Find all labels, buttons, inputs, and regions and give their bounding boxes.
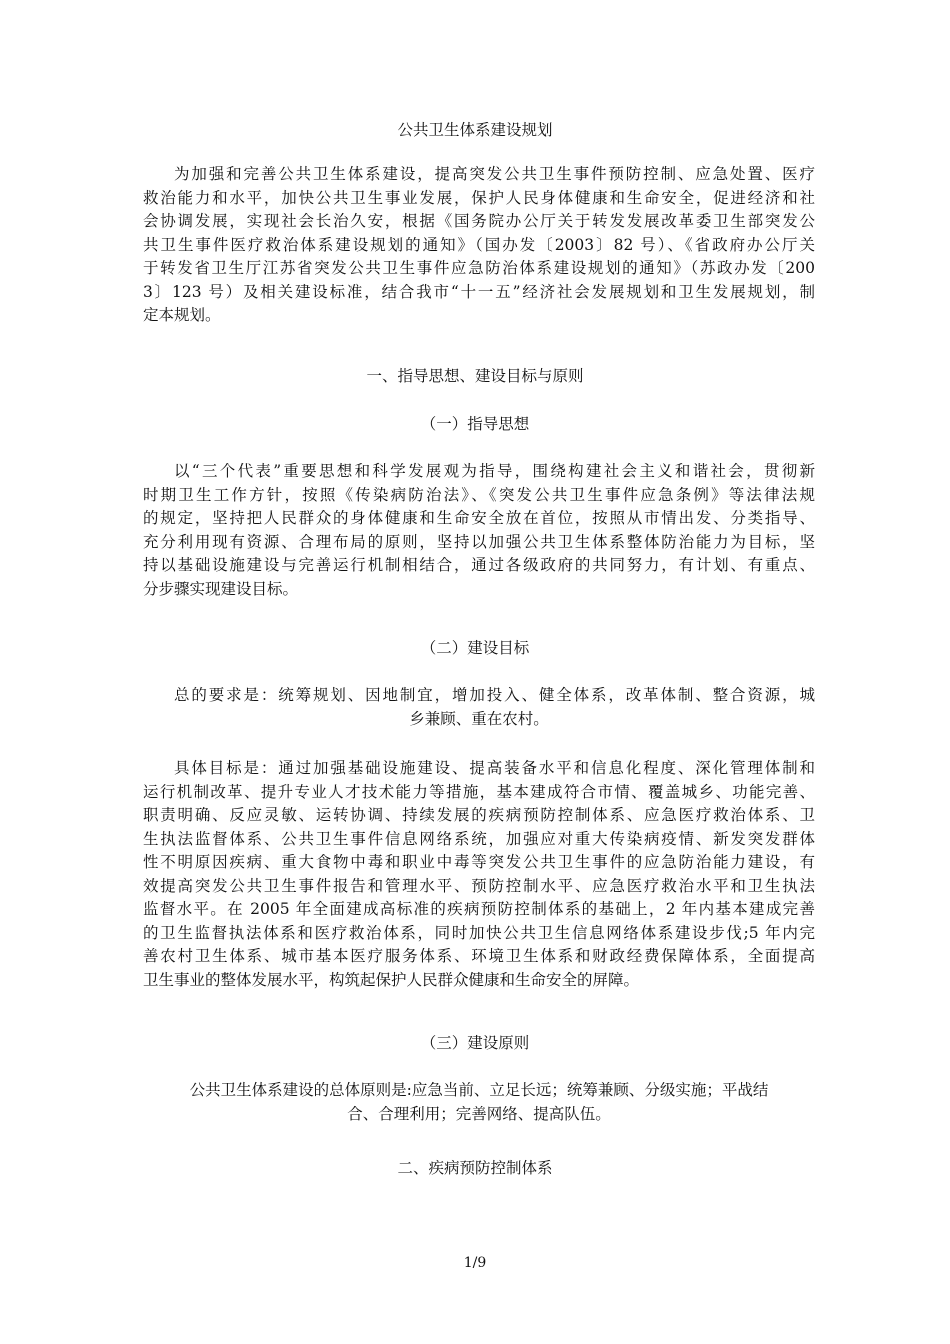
guiding-thought-paragraph [143,460,815,601]
paragraph-line: 的规定，坚持把人民群众的身体健康和生命安全放在首位，按照从市情出发、分类指导、 [143,509,815,527]
document-title: 公共卫生体系建设规划 [397,121,553,139]
paragraph-line: 生执法监督体系、公共卫生事件信息网络系统，加强应对重大传染病疫情、新发突发群体 [143,829,815,848]
paragraph-line: 公共卫生体系建设的总体原则是:应急当前、立足长远；统筹兼顾、分级实施；平战结 [189,1081,769,1099]
page-number: 1/9 [463,1255,487,1271]
paragraph-line: 乡兼顾、重在农村。 [409,709,549,728]
sub2-heading: （二）建设目标 [420,639,530,657]
intro-line: 定本规划。 [143,306,221,324]
specific-goal-paragraph [143,757,815,992]
intro-line: 3〕123 号）及相关建设标准，结合我市“十一五”经济社会发展规划和卫生发展规划，制 [143,282,815,301]
sub3-heading: （三）建设原则 [420,1034,530,1052]
paragraph-line: 以“三个代表”重要思想和科学发展观为指导，围绕构建社会主义和谐社会，贯彻新 [174,462,815,480]
paragraph-line: 善农村卫生体系、城市基本医疗服务体系、环境卫生体系和财政经费保障体系，全面提高 [143,947,815,965]
general-requirement-paragraph [143,684,815,731]
paragraph-line: 时期卫生工作方针，按照《传染病防治法》、《突发公共卫生事件应急条例》等法律法规 [143,485,815,504]
paragraph-line: 卫生事业的整体发展水平，构筑起保护人民群众健康和生命安全的屏障。 [143,970,640,989]
paragraph-line: 持以基础设施建设与完善运行机制相结合，通过各级政府的共同努力，有计划、有重点、 [143,556,815,574]
paragraph-line: 充分利用现有资源、合理布局的原则，坚持以加强公共卫生体系整体防治能力为目标，坚 [143,532,815,551]
intro-line: 救治能力和水平，加快公共卫生事业发展，保护人民身体健康和生命安全，促进经济和社 [143,188,815,207]
section1-heading: 一、指导思想、建设目标与原则 [366,367,584,385]
intro-line: 于转发省卫生厅江苏省突发公共卫生事件应急防治体系建设规划的通知》（苏政办发〔200 [143,259,815,277]
intro-line: 会协调发展，实现社会长治久安，根据《国务院办公厅关于转发发展改革委卫生部突发公 [143,212,815,230]
paragraph-line: 性不明原因疾病、重大食物中毒和职业中毒等突发公共卫生事件的应急防治能力建设，有 [143,853,815,871]
paragraph-line: 分步骤实现建设目标。 [143,579,299,598]
sub1-heading: （一）指导思想 [420,415,530,433]
paragraph-line: 总的要求是：统筹规划、因地制宜，增加投入、健全体系，改革体制、整合资源，城 [174,686,815,704]
intro-line: 为加强和完善公共卫生体系建设，提高突发公共卫生事件预防控制、应急处置、医疗 [174,165,815,183]
paragraph-line: 具体目标是：通过加强基础设施建设、提高装备水平和信息化程度、深化管理体制和 [174,759,815,777]
paragraph-line: 合、合理利用；完善网络、提高队伍。 [347,1104,611,1123]
intro-line: 共卫生事件医疗救治体系建设规划的通知》（国办发〔2003〕82 号）、《省政府办公厅关 [143,235,815,254]
paragraph-line: 职责明确、反应灵敏、运转协调、持续发展的疾病预防控制体系、应急医疗救治体系、卫 [143,806,815,824]
section2-heading: 二、疾病预防控制体系 [397,1159,553,1177]
paragraph-line: 的卫生监督执法体系和医疗救治体系，同时加快公共卫生信息网络体系建设步伐;5 年内完 [143,923,815,942]
paragraph-line: 监督水平。在 2005 年全面建成高标准的疾病预防控制体系的基础上，2 年内基本建成完善 [143,900,815,918]
intro-paragraph [143,163,815,328]
paragraph-line: 效提高突发公共卫生事件报告和管理水平、预防控制水平、应急医疗救治水平和卫生执法 [143,876,815,895]
principles-paragraph [143,1079,815,1126]
paragraph-line: 运行机制改革、提升专业人才技术能力等措施，基本建成符合市情、覆盖城乡、功能完善、 [143,782,815,801]
